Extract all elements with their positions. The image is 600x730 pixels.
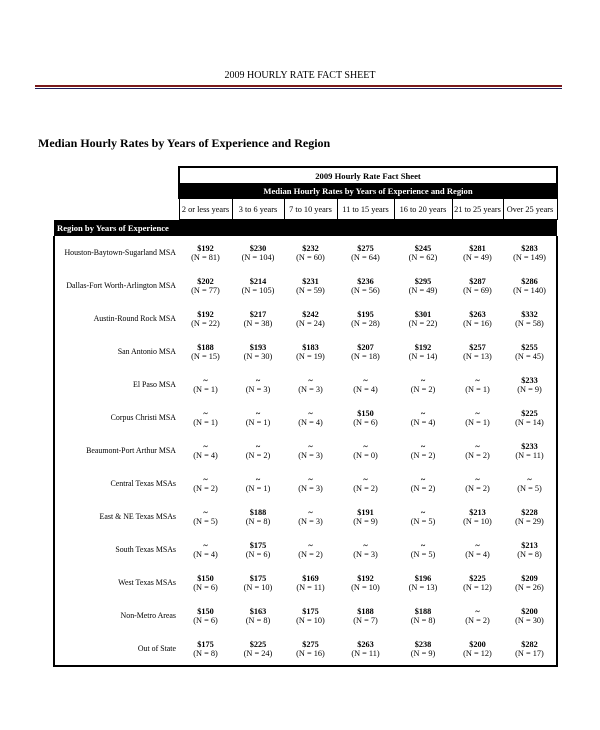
rate-cell: ~ (308, 508, 313, 517)
section-title: Median Hourly Rates by Years of Experience and Region (38, 136, 331, 150)
count-cell: (N = 140) (503, 286, 557, 302)
table-row-rates (54, 467, 557, 484)
count-cell: (N = 105) (241, 286, 275, 295)
count-cell: (N = 19) (296, 352, 325, 361)
rate-cell: $175 (249, 574, 267, 583)
count-cell: (N = 2) (410, 484, 436, 493)
table-row-rates (54, 401, 557, 418)
region-label: West Texas MSAs (54, 566, 179, 599)
document-header: 2009 HOURLY RATE FACT SHEET (224, 70, 376, 81)
count-cell: (N = 6) (193, 616, 218, 625)
count-cell: (N = 11) (337, 649, 394, 666)
rate-cell: $202 (197, 277, 214, 286)
rate-cell: $225 (249, 640, 267, 649)
count-cell: (N = 3) (298, 484, 323, 493)
rate-cell: ~ (363, 442, 368, 451)
rate-cell: ~ (255, 475, 261, 484)
count-cell: (N = 10) (243, 583, 273, 592)
table-row-rates (54, 500, 557, 517)
count-cell: (N = 24) (296, 319, 325, 328)
count-cell: (N = 30) (503, 616, 557, 632)
count-cell: (N = 5) (410, 517, 436, 526)
count-cell: (N = 11) (503, 451, 557, 467)
table-title: 2009 Hourly Rate Fact Sheet (179, 167, 557, 183)
count-cell: (N = 8) (245, 616, 271, 625)
region-label: Out of State (54, 632, 179, 666)
rate-cell: ~ (420, 541, 426, 550)
count-cell: (N = 16) (463, 319, 492, 328)
count-cell: (N = 8) (179, 649, 232, 666)
rate-cell: $257 (469, 343, 486, 352)
rate-cell: $275 (302, 640, 319, 649)
count-cell: (N = 5) (503, 484, 557, 500)
rate-cell: ~ (203, 376, 208, 385)
rate-cell: ~ (475, 607, 480, 616)
count-cell: (N = 49) (463, 253, 492, 262)
count-cell: (N = 4) (298, 418, 323, 427)
rate-cell: ~ (308, 409, 313, 418)
count-cell: (N = 6) (245, 550, 271, 559)
rate-cell: $283 (503, 236, 557, 253)
count-cell: (N = 1) (465, 418, 490, 427)
rate-cell: ~ (363, 541, 368, 550)
rate-cell: $192 (197, 244, 214, 253)
table-row-rates (54, 236, 557, 253)
region-label: East & NE Texas MSAs (54, 500, 179, 533)
rate-cell: ~ (475, 442, 480, 451)
count-cell: (N = 24) (232, 649, 284, 666)
rate-cell: $233 (503, 434, 557, 451)
rate-cell: $282 (503, 632, 557, 649)
count-cell: (N = 12) (463, 583, 492, 592)
rate-cell: ~ (503, 467, 557, 484)
rate-cell: $169 (302, 574, 319, 583)
count-cell: (N = 13) (463, 352, 492, 361)
rate-cell: $281 (469, 244, 486, 253)
rate-cell: ~ (420, 376, 426, 385)
count-cell: (N = 4) (353, 385, 378, 394)
count-cell: (N = 45) (503, 352, 557, 368)
count-cell: (N = 1) (193, 385, 218, 394)
table-row-rates (54, 302, 557, 319)
rate-cell: $183 (302, 343, 319, 352)
rate-cell: ~ (203, 541, 208, 550)
rate-cell: $192 (357, 574, 374, 583)
count-cell: (N = 11) (296, 583, 325, 592)
count-cell: (N = 1) (245, 484, 271, 493)
count-cell: (N = 26) (503, 583, 557, 599)
column-header: 16 to 20 years (394, 199, 452, 220)
rate-cell: $188 (197, 343, 214, 352)
rate-cell: $230 (249, 244, 267, 253)
rate-cell: ~ (420, 475, 426, 484)
table-row-rates (54, 335, 557, 352)
count-cell: (N = 60) (296, 253, 325, 262)
count-cell: (N = 8) (503, 550, 557, 566)
count-cell: (N = 14) (503, 418, 557, 434)
row-group-header: Region by Years of Experience (54, 220, 179, 237)
count-cell: (N = 64) (351, 253, 380, 262)
count-cell: (N = 4) (465, 550, 490, 559)
rate-cell: ~ (420, 508, 426, 517)
count-cell: (N = 77) (191, 286, 220, 295)
column-header: 21 to 25 years (452, 199, 503, 220)
rate-cell: $196 (414, 574, 432, 583)
rate-cell: $228 (503, 500, 557, 517)
rate-cell: $286 (503, 269, 557, 286)
rate-cell: $232 (302, 244, 319, 253)
count-cell: (N = 13) (408, 583, 438, 592)
count-cell: (N = 6) (193, 583, 218, 592)
rate-cell: $225 (503, 401, 557, 418)
count-cell: (N = 10) (296, 616, 325, 625)
region-label: El Paso MSA (54, 368, 179, 401)
count-cell: (N = 18) (351, 352, 380, 361)
count-cell: (N = 8) (245, 517, 271, 526)
rate-cell: ~ (475, 475, 480, 484)
count-cell: (N = 4) (193, 451, 218, 460)
rate-cell: $233 (503, 368, 557, 385)
count-cell: (N = 2) (410, 385, 436, 394)
rate-cell: $236 (357, 277, 374, 286)
count-cell: (N = 5) (193, 517, 218, 526)
table-row-rates (54, 368, 557, 385)
column-header: 3 to 6 years (232, 199, 284, 220)
count-cell: (N = 3) (298, 385, 323, 394)
count-cell: (N = 4) (193, 550, 218, 559)
count-cell: (N = 22) (408, 319, 438, 328)
count-cell: (N = 2) (465, 616, 490, 625)
rate-cell: ~ (420, 409, 426, 418)
count-cell: (N = 28) (351, 319, 380, 328)
count-cell: (N = 7) (353, 616, 378, 625)
rate-cell: $225 (469, 574, 486, 583)
count-cell: (N = 15) (191, 352, 220, 361)
rate-cell: ~ (363, 475, 368, 484)
count-cell: (N = 3) (298, 517, 323, 526)
region-label: Beaumont-Port Arthur MSA (54, 434, 179, 467)
rate-cell: ~ (475, 409, 480, 418)
rate-cell: ~ (203, 508, 208, 517)
count-cell: (N = 69) (463, 286, 492, 295)
count-cell: (N = 2) (193, 484, 218, 493)
rate-cell: $193 (249, 343, 267, 352)
count-cell: (N = 17) (503, 649, 557, 666)
rate-cell: ~ (308, 475, 313, 484)
count-cell: (N = 3) (298, 451, 323, 460)
rate-cell: $255 (503, 335, 557, 352)
region-label: Austin-Round Rock MSA (54, 302, 179, 335)
rate-cell: ~ (308, 442, 313, 451)
count-cell: (N = 2) (298, 550, 323, 559)
count-cell: (N = 3) (245, 385, 271, 394)
rate-cell: $332 (503, 302, 557, 319)
count-cell: (N = 10) (463, 517, 492, 526)
rate-cell: ~ (255, 442, 261, 451)
column-header: 2 or less years (179, 199, 232, 220)
table-row-rates (54, 566, 557, 583)
rate-cell: $238 (414, 640, 432, 649)
rate-cell: ~ (203, 409, 208, 418)
rate-cell: $207 (357, 343, 374, 352)
count-cell: (N = 56) (351, 286, 380, 295)
count-cell: (N = 38) (243, 319, 273, 328)
count-cell: (N = 59) (296, 286, 325, 295)
count-cell: (N = 9) (394, 649, 452, 666)
table-row-rates (54, 269, 557, 286)
rate-cell: ~ (308, 541, 313, 550)
count-cell: (N = 2) (465, 484, 490, 493)
count-cell: (N = 0) (353, 451, 378, 460)
rate-cell: $188 (414, 607, 432, 616)
rate-cell: $213 (469, 508, 486, 517)
rate-cell: ~ (255, 376, 261, 385)
table-row-rates (54, 599, 557, 616)
count-cell: (N = 62) (408, 253, 438, 262)
region-label: Houston-Baytown-Sugarland MSA (54, 236, 179, 269)
region-label: Corpus Christi MSA (54, 401, 179, 434)
count-cell: (N = 30) (243, 352, 273, 361)
count-cell: (N = 2) (410, 451, 436, 460)
rate-cell: $209 (503, 566, 557, 583)
count-cell: (N = 16) (284, 649, 337, 666)
count-cell: (N = 2) (353, 484, 378, 493)
rate-cell: ~ (203, 475, 208, 484)
count-cell: (N = 12) (452, 649, 503, 666)
count-cell: (N = 6) (353, 418, 378, 427)
count-cell: (N = 9) (503, 385, 557, 401)
column-header: Over 25 years (503, 199, 557, 220)
rate-cell: $231 (302, 277, 319, 286)
rate-cell: ~ (475, 541, 480, 550)
table-row-rates (54, 632, 557, 649)
rate-cell: $163 (249, 607, 267, 616)
rate-cell: ~ (203, 442, 208, 451)
rate-cell: ~ (255, 409, 261, 418)
rate-cell: $188 (249, 508, 267, 517)
region-label: Central Texas MSAs (54, 467, 179, 500)
hourly-rate-table (53, 166, 558, 667)
rate-cell: $191 (357, 508, 374, 517)
rate-cell: ~ (308, 376, 313, 385)
rate-cell: $295 (414, 277, 432, 286)
count-cell: (N = 3) (353, 550, 378, 559)
count-cell: (N = 1) (193, 418, 218, 427)
count-cell: (N = 14) (408, 352, 438, 361)
rate-cell: $301 (414, 310, 432, 319)
rate-cell: $192 (197, 310, 214, 319)
region-label: South Texas MSAs (54, 533, 179, 566)
rate-cell: $188 (357, 607, 374, 616)
rate-cell: $195 (357, 310, 374, 319)
count-cell: (N = 104) (241, 253, 275, 262)
table-subtitle: Median Hourly Rates by Years of Experience and Region (179, 183, 557, 199)
rate-cell: $150 (197, 574, 214, 583)
table-row-rates (54, 533, 557, 550)
table-row-rates (54, 434, 557, 451)
header-rule-blue (35, 88, 562, 89)
rate-cell: $214 (249, 277, 267, 286)
count-cell: (N = 9) (353, 517, 378, 526)
count-cell: (N = 1) (245, 418, 271, 427)
rate-cell: $175 (197, 640, 214, 649)
count-cell: (N = 5) (410, 550, 436, 559)
count-cell: (N = 58) (503, 319, 557, 335)
rate-cell: $263 (469, 310, 486, 319)
column-header: 11 to 15 years (337, 199, 394, 220)
rate-cell: $175 (302, 607, 319, 616)
region-label: Non-Metro Areas (54, 599, 179, 632)
count-cell: (N = 2) (465, 451, 490, 460)
rate-cell: $275 (357, 244, 374, 253)
rate-cell: $287 (469, 277, 486, 286)
count-cell: (N = 22) (191, 319, 220, 328)
header-rule-red (35, 85, 562, 87)
rate-cell: $150 (197, 607, 214, 616)
count-cell: (N = 4) (410, 418, 436, 427)
rate-cell: $150 (357, 409, 374, 418)
count-cell: (N = 8) (410, 616, 436, 625)
rate-cell: $245 (414, 244, 432, 253)
rate-cell: $192 (414, 343, 432, 352)
column-header: 7 to 10 years (284, 199, 337, 220)
count-cell: (N = 2) (245, 451, 271, 460)
rate-cell: ~ (363, 376, 368, 385)
rate-cell: $263 (357, 640, 374, 649)
rate-cell: $175 (249, 541, 267, 550)
rate-cell: $200 (469, 640, 486, 649)
count-cell: (N = 81) (191, 253, 220, 262)
rate-cell: ~ (420, 442, 426, 451)
rate-cell: $213 (503, 533, 557, 550)
rate-cell: $242 (302, 310, 319, 319)
count-cell: (N = 49) (408, 286, 438, 295)
region-label: San Antonio MSA (54, 335, 179, 368)
rate-cell: $217 (249, 310, 267, 319)
count-cell: (N = 149) (503, 253, 557, 269)
rate-cell: ~ (475, 376, 480, 385)
rate-cell: $200 (503, 599, 557, 616)
count-cell: (N = 29) (503, 517, 557, 533)
count-cell: (N = 10) (351, 583, 380, 592)
region-label: Dallas-Fort Worth-Arlington MSA (54, 269, 179, 302)
count-cell: (N = 1) (465, 385, 490, 394)
